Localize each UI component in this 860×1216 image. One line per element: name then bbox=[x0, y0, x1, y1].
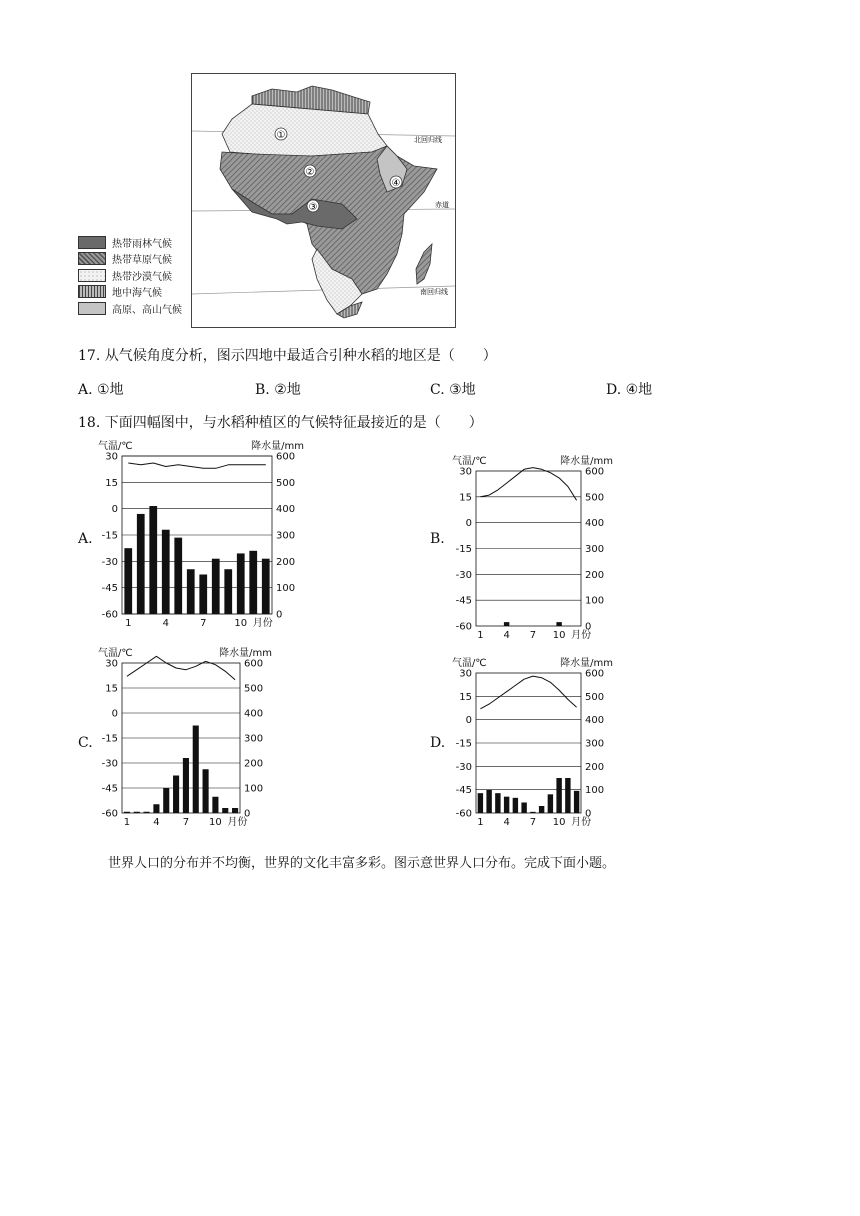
temp-tick-label: 30 bbox=[105, 658, 118, 670]
temp-tick-label: -30 bbox=[455, 569, 472, 581]
x-tick-label: 1 bbox=[123, 817, 131, 828]
temp-axis-title: 气温/℃ bbox=[98, 441, 133, 452]
africa-climate-map bbox=[191, 73, 456, 328]
precip-bar bbox=[199, 575, 207, 615]
precip-tick-label: 500 bbox=[276, 477, 296, 489]
precip-bar bbox=[124, 548, 132, 614]
x-tick-label: 7 bbox=[182, 817, 190, 828]
precip-bar bbox=[137, 514, 145, 614]
precip-bar bbox=[212, 797, 218, 813]
x-tick-label: 10 bbox=[209, 817, 222, 828]
precip-bar bbox=[478, 793, 483, 813]
temp-tick-label: 0 bbox=[465, 715, 472, 727]
precip-tick-label: 0 bbox=[244, 808, 251, 820]
temp-tick-label: -45 bbox=[101, 783, 118, 795]
chart-svg bbox=[450, 655, 615, 829]
temp-tick-label: 30 bbox=[459, 668, 472, 680]
temp-tick-label: -45 bbox=[101, 583, 118, 595]
temp-axis-title: 气温/℃ bbox=[452, 456, 487, 467]
temp-tick-label: -15 bbox=[455, 738, 472, 750]
precip-tick-label: 600 bbox=[244, 658, 264, 670]
legend-swatch bbox=[78, 269, 106, 282]
legend-item bbox=[78, 267, 182, 284]
temp-tick-label: -45 bbox=[455, 595, 472, 607]
precip-tick-label: 100 bbox=[276, 583, 296, 595]
precip-bar bbox=[173, 776, 179, 814]
precip-tick-label: 400 bbox=[585, 715, 605, 727]
precip-bar bbox=[224, 569, 232, 614]
precip-bar bbox=[144, 812, 150, 813]
legend-swatch bbox=[78, 252, 106, 265]
q18-option-b[interactable]: B. bbox=[430, 531, 445, 547]
precip-bar bbox=[212, 559, 220, 614]
passage-text: 世界人口的分布并不均衡，世界的文化丰富多彩。图示意世界人口分布。完成下面小题。 bbox=[108, 856, 616, 871]
legend-swatch bbox=[78, 236, 106, 249]
precip-tick-label: 600 bbox=[276, 451, 296, 463]
precip-bar bbox=[556, 622, 561, 626]
legend-label: 地中海气候 bbox=[112, 288, 162, 300]
q18-option-d[interactable]: D. bbox=[430, 735, 446, 751]
temp-tick-label: -60 bbox=[101, 609, 118, 621]
temp-tick-label: -60 bbox=[455, 621, 472, 633]
precip-bar bbox=[162, 530, 170, 614]
x-tick-label: 4 bbox=[162, 618, 169, 629]
x-tick-label: 7 bbox=[529, 630, 537, 641]
map-legend bbox=[78, 234, 182, 317]
precip-bar bbox=[486, 790, 491, 813]
precip-bar bbox=[513, 798, 518, 813]
precip-bar bbox=[237, 553, 245, 614]
temp-tick-label: 0 bbox=[465, 518, 472, 530]
q18-option-a[interactable]: A. bbox=[78, 531, 93, 547]
precip-tick-label: 200 bbox=[585, 761, 605, 773]
temp-tick-label: 15 bbox=[105, 477, 118, 489]
q17-option-d[interactable]: D. ④地 bbox=[606, 382, 653, 398]
x-tick-label: 10 bbox=[552, 630, 566, 641]
temp-tick-label: -30 bbox=[455, 761, 472, 773]
legend-label: 高原、高山气候 bbox=[112, 304, 182, 316]
precip-bar bbox=[262, 559, 270, 614]
temp-tick-label: -60 bbox=[455, 808, 472, 820]
precip-tick-label: 600 bbox=[585, 668, 605, 680]
legend-label: 热带雨林气候 bbox=[112, 238, 172, 250]
precip-bar bbox=[565, 778, 570, 813]
precip-tick-label: 100 bbox=[244, 783, 264, 795]
precip-tick-label: 100 bbox=[585, 595, 605, 607]
precip-bar bbox=[193, 726, 199, 814]
precip-axis-title: 降水量/mm bbox=[560, 456, 613, 467]
precip-tick-label: 600 bbox=[585, 466, 605, 478]
climate-chart-a bbox=[96, 438, 306, 634]
precip-bar bbox=[249, 551, 257, 614]
precip-bar bbox=[222, 808, 228, 813]
x-unit-label: 月份 bbox=[227, 817, 248, 828]
x-tick-label: 7 bbox=[200, 618, 207, 629]
africa-map-svg bbox=[192, 74, 455, 327]
chart-svg bbox=[450, 453, 615, 642]
chart-svg bbox=[96, 438, 306, 630]
legend-item bbox=[78, 300, 182, 317]
temp-tick-label: 30 bbox=[459, 466, 472, 478]
x-tick-label: 7 bbox=[529, 817, 537, 828]
temp-tick-label: -60 bbox=[101, 808, 118, 820]
x-tick-label: 4 bbox=[503, 817, 510, 828]
temp-tick-label: -30 bbox=[101, 556, 118, 568]
precip-bar bbox=[548, 794, 553, 813]
precip-tick-label: 200 bbox=[276, 556, 296, 568]
precip-tick-label: 300 bbox=[276, 530, 296, 542]
precip-bar bbox=[187, 569, 195, 614]
temp-tick-label: 30 bbox=[105, 451, 118, 463]
climate-chart-c bbox=[96, 645, 274, 833]
question-17-stem: 17. 从气候角度分析，图示四地中最适合引种水稻的地区是（ ） bbox=[78, 348, 497, 364]
precip-bar bbox=[521, 803, 526, 814]
precip-bar bbox=[504, 622, 509, 626]
temp-tick-label: -15 bbox=[101, 530, 118, 542]
precip-tick-label: 200 bbox=[244, 758, 264, 770]
precip-tick-label: 300 bbox=[585, 738, 605, 750]
precip-tick-label: 400 bbox=[585, 518, 605, 530]
question-18-stem: 18. 下面四幅图中，与水稻种植区的气候特征最接近的是（ ） bbox=[78, 415, 483, 431]
equator-label: 赤道 bbox=[435, 201, 449, 209]
x-tick-label: 10 bbox=[552, 817, 566, 828]
precip-bar bbox=[149, 506, 157, 614]
precip-bar bbox=[530, 812, 535, 813]
precip-tick-label: 0 bbox=[585, 808, 592, 820]
legend-swatch bbox=[78, 302, 106, 315]
precip-tick-label: 500 bbox=[585, 492, 605, 504]
temp-tick-label: 15 bbox=[459, 691, 472, 703]
chart-svg bbox=[96, 645, 274, 829]
x-tick-label: 10 bbox=[234, 618, 248, 629]
precip-bar bbox=[495, 793, 500, 813]
precip-tick-label: 0 bbox=[585, 621, 592, 633]
tropic-of-capricorn-label: 南回归线 bbox=[420, 288, 448, 296]
q17-option-b[interactable]: B. ②地 bbox=[255, 382, 301, 398]
precip-bar bbox=[153, 804, 159, 813]
precip-bar bbox=[504, 797, 509, 813]
precip-bar bbox=[556, 778, 561, 813]
temp-curve bbox=[128, 463, 265, 468]
precip-tick-label: 300 bbox=[585, 544, 605, 555]
precip-bar bbox=[134, 812, 140, 813]
precip-bar bbox=[124, 812, 130, 813]
x-tick-label: 1 bbox=[477, 630, 484, 641]
precip-tick-label: 300 bbox=[244, 733, 264, 745]
precip-tick-label: 400 bbox=[244, 708, 264, 720]
precip-bar bbox=[203, 769, 209, 813]
legend-item bbox=[78, 251, 182, 268]
temp-tick-label: -15 bbox=[455, 544, 472, 555]
temp-curve bbox=[480, 468, 576, 501]
legend-label: 热带沙漠气候 bbox=[112, 271, 172, 283]
x-tick-label: 4 bbox=[153, 817, 160, 828]
region-3-label: ③ bbox=[308, 202, 318, 213]
x-tick-label: 1 bbox=[125, 618, 132, 629]
x-unit-label: 月份 bbox=[571, 630, 592, 641]
precip-tick-label: 500 bbox=[585, 691, 605, 703]
precip-tick-label: 500 bbox=[244, 683, 264, 695]
precip-axis-title: 降水量/mm bbox=[219, 648, 272, 659]
tropic-of-cancer-label: 北回归线 bbox=[414, 136, 442, 144]
precip-tick-label: 400 bbox=[276, 504, 296, 516]
legend-swatch bbox=[78, 285, 106, 298]
precip-bar bbox=[539, 806, 544, 813]
precip-bar bbox=[163, 788, 169, 813]
precip-bar bbox=[574, 791, 579, 813]
x-tick-label: 4 bbox=[503, 630, 510, 641]
temp-axis-title: 气温/℃ bbox=[98, 648, 133, 659]
temp-tick-label: 15 bbox=[459, 492, 472, 504]
climate-chart-d bbox=[450, 655, 615, 833]
q17-option-a[interactable]: A. ①地 bbox=[78, 382, 124, 398]
legend-item bbox=[78, 234, 182, 251]
precip-bar bbox=[183, 758, 189, 813]
precip-tick-label: 200 bbox=[585, 569, 605, 581]
temp-tick-label: 0 bbox=[111, 504, 118, 516]
temp-tick-label: -30 bbox=[101, 758, 118, 770]
x-unit-label: 月份 bbox=[571, 817, 592, 828]
temp-axis-title: 气温/℃ bbox=[452, 658, 487, 669]
legend-item bbox=[78, 284, 182, 301]
x-unit-label: 月份 bbox=[252, 618, 273, 629]
x-tick-label: 1 bbox=[477, 817, 484, 828]
q17-option-c[interactable]: C. ③地 bbox=[430, 382, 476, 398]
temp-curve bbox=[480, 676, 576, 709]
q18-option-c[interactable]: C. bbox=[78, 735, 93, 751]
region-1-label: ① bbox=[276, 130, 286, 141]
temp-curve bbox=[127, 656, 235, 679]
climate-chart-b bbox=[450, 453, 615, 646]
region-4-label: ④ bbox=[391, 178, 401, 189]
temp-tick-label: -45 bbox=[455, 785, 472, 797]
precip-axis-title: 降水量/mm bbox=[560, 658, 613, 669]
temp-tick-label: 0 bbox=[111, 708, 118, 720]
region-2-label: ② bbox=[305, 167, 315, 178]
precip-axis-title: 降水量/mm bbox=[251, 441, 304, 452]
legend-label: 热带草原气候 bbox=[112, 255, 172, 267]
temp-tick-label: -15 bbox=[101, 733, 118, 745]
precip-tick-label: 100 bbox=[585, 785, 605, 797]
precip-tick-label: 0 bbox=[276, 609, 283, 621]
precip-bar bbox=[174, 538, 182, 614]
precip-bar bbox=[232, 808, 238, 813]
temp-tick-label: 15 bbox=[105, 683, 118, 695]
